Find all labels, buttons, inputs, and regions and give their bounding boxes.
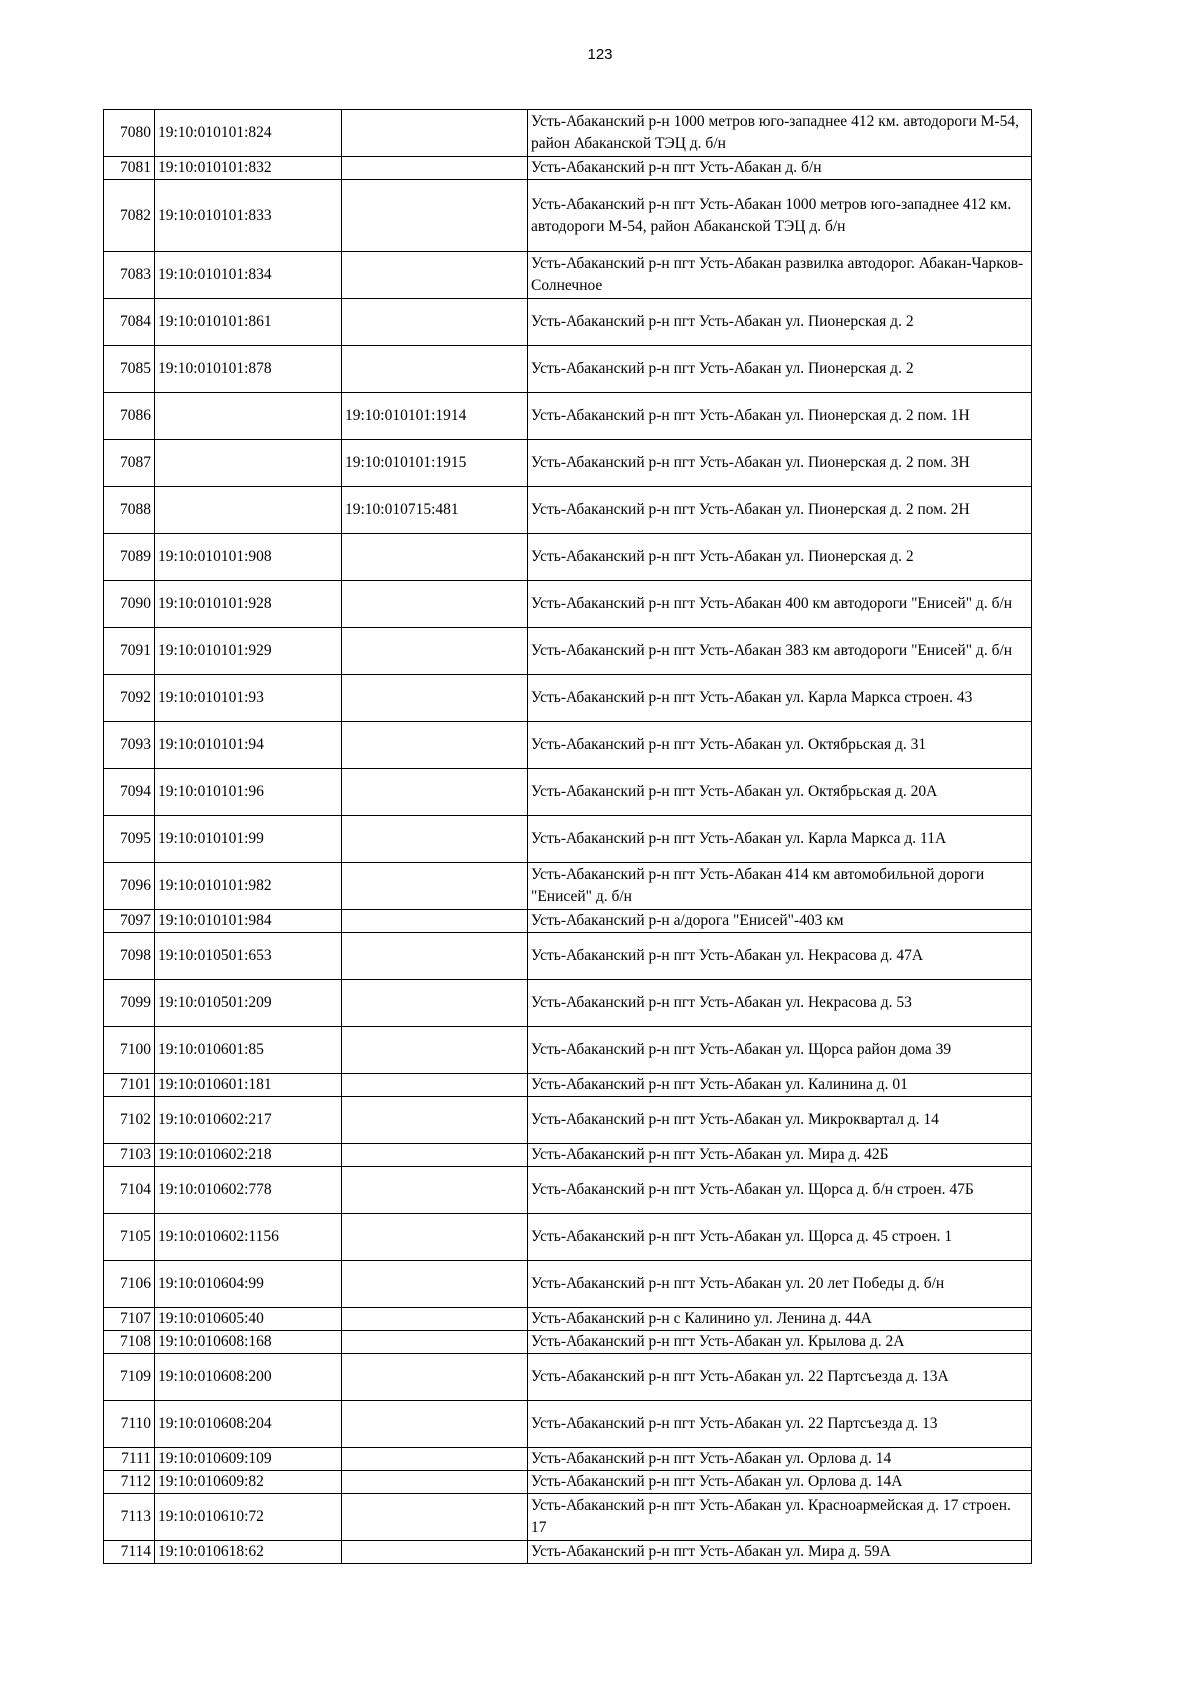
cadastral-number-cell: 19:10:010602:217 [155, 1097, 342, 1144]
cadastral-number-cell: 19:10:010602:1156 [155, 1214, 342, 1261]
row-number-cell: 7111 [104, 1448, 155, 1471]
address-cell: Усть-Абаканский р-н а/дорога "Енисей"-403 км [528, 910, 1032, 933]
address-cell: Усть-Абаканский р-н пгт Усть-Абакан ул. 22 Партсъезда д. 13А [528, 1354, 1032, 1401]
row-number-cell: 7114 [104, 1541, 155, 1564]
address-cell: Усть-Абаканский р-н пгт Усть-Абакан ул. Пионерская д. 2 пом. 1Н [528, 393, 1032, 440]
related-cadastral-number-cell [342, 1448, 528, 1471]
table-row [104, 1448, 1032, 1471]
related-cadastral-number-cell [342, 346, 528, 393]
registry-table [103, 109, 1032, 1564]
table-row [104, 110, 1032, 157]
related-cadastral-number-cell [342, 1331, 528, 1354]
cadastral-number-cell: 19:10:010101:94 [155, 722, 342, 769]
address-cell: Усть-Абаканский р-н пгт Усть-Абакан ул. Октябрьская д. 31 [528, 722, 1032, 769]
row-number-cell: 7107 [104, 1308, 155, 1331]
row-number-cell: 7104 [104, 1167, 155, 1214]
row-number-cell: 7113 [104, 1494, 155, 1541]
cadastral-number-cell: 19:10:010609:109 [155, 1448, 342, 1471]
table-row [104, 1261, 1032, 1308]
related-cadastral-number-cell [342, 769, 528, 816]
related-cadastral-number-cell [342, 299, 528, 346]
cadastral-number-cell: 19:10:010101:928 [155, 581, 342, 628]
cadastral-number-cell: 19:10:010101:833 [155, 180, 342, 252]
cadastral-number-cell: 19:10:010101:832 [155, 157, 342, 180]
table-row [104, 299, 1032, 346]
row-number-cell: 7098 [104, 933, 155, 980]
row-number-cell: 7088 [104, 487, 155, 534]
cadastral-number-cell: 19:10:010608:200 [155, 1354, 342, 1401]
address-cell: Усть-Абаканский р-н пгт Усть-Абакан ул. Мира д. 42Б [528, 1144, 1032, 1167]
row-number-cell: 7102 [104, 1097, 155, 1144]
cadastral-number-cell: 19:10:010608:204 [155, 1401, 342, 1448]
table-row [104, 933, 1032, 980]
row-number-cell: 7090 [104, 581, 155, 628]
address-cell: Усть-Абаканский р-н пгт Усть-Абакан ул. Орлова д. 14А [528, 1471, 1032, 1494]
related-cadastral-number-cell: 19:10:010101:1915 [342, 440, 528, 487]
cadastral-number-cell: 19:10:010605:40 [155, 1308, 342, 1331]
cadastral-number-cell: 19:10:010501:653 [155, 933, 342, 980]
row-number-cell: 7087 [104, 440, 155, 487]
table-row [104, 440, 1032, 487]
related-cadastral-number-cell [342, 980, 528, 1027]
related-cadastral-number-cell [342, 1144, 528, 1167]
address-cell: Усть-Абаканский р-н пгт Усть-Абакан ул. Карла Маркса строен. 43 [528, 675, 1032, 722]
cadastral-number-cell: 19:10:010101:929 [155, 628, 342, 675]
address-cell: Усть-Абаканский р-н пгт Усть-Абакан ул. Пионерская д. 2 [528, 299, 1032, 346]
table-row [104, 1167, 1032, 1214]
cadastral-number-cell [155, 393, 342, 440]
related-cadastral-number-cell [342, 1167, 528, 1214]
cadastral-number-cell: 19:10:010618:62 [155, 1541, 342, 1564]
cadastral-number-cell: 19:10:010501:209 [155, 980, 342, 1027]
table-row [104, 180, 1032, 252]
row-number-cell: 7095 [104, 816, 155, 863]
address-cell: Усть-Абаканский р-н пгт Усть-Абакан ул. Красноармейская д. 17 строен. 17 [528, 1494, 1032, 1541]
address-cell: Усть-Абаканский р-н 1000 метров юго-западнее 412 км. автодороги М-54, район Абаканской ТЭЦ д. б/н [528, 110, 1032, 157]
cadastral-number-cell [155, 487, 342, 534]
row-number-cell: 7100 [104, 1027, 155, 1074]
cadastral-number-cell: 19:10:010101:99 [155, 816, 342, 863]
table-row [104, 157, 1032, 180]
table-row [104, 1401, 1032, 1448]
cadastral-number-cell: 19:10:010602:218 [155, 1144, 342, 1167]
cadastral-number-cell: 19:10:010601:181 [155, 1074, 342, 1097]
related-cadastral-number-cell [342, 863, 528, 910]
table-row [104, 534, 1032, 581]
address-cell: Усть-Абаканский р-н пгт Усть-Абакан ул. Пионерская д. 2 [528, 346, 1032, 393]
related-cadastral-number-cell [342, 157, 528, 180]
cadastral-number-cell: 19:10:010608:168 [155, 1331, 342, 1354]
row-number-cell: 7092 [104, 675, 155, 722]
address-cell: Усть-Абаканский р-н пгт Усть-Абакан ул. Карла Маркса д. 11А [528, 816, 1032, 863]
table-row [104, 910, 1032, 933]
address-cell: Усть-Абаканский р-н пгт Усть-Абакан ул. Пионерская д. 2 пом. 2Н [528, 487, 1032, 534]
row-number-cell: 7110 [104, 1401, 155, 1448]
address-cell: Усть-Абаканский р-н пгт Усть-Абакан ул. Щорса район дома 39 [528, 1027, 1032, 1074]
cadastral-number-cell [155, 440, 342, 487]
row-number-cell: 7101 [104, 1074, 155, 1097]
row-number-cell: 7084 [104, 299, 155, 346]
address-cell: Усть-Абаканский р-н пгт Усть-Абакан ул. Мира д. 59А [528, 1541, 1032, 1564]
address-cell: Усть-Абаканский р-н пгт Усть-Абакан 1000 метров юго-западнее 412 км. автодороги М-54, район Абаканской ТЭЦ д. б/н [528, 180, 1032, 252]
cadastral-number-cell: 19:10:010101:96 [155, 769, 342, 816]
registry-table-body [104, 110, 1032, 1564]
table-row [104, 863, 1032, 910]
related-cadastral-number-cell [342, 1494, 528, 1541]
related-cadastral-number-cell [342, 1027, 528, 1074]
address-cell: Усть-Абаканский р-н пгт Усть-Абакан д. б/н [528, 157, 1032, 180]
related-cadastral-number-cell [342, 1097, 528, 1144]
cadastral-number-cell: 19:10:010609:82 [155, 1471, 342, 1494]
table-row [104, 1471, 1032, 1494]
table-row [104, 769, 1032, 816]
table-row [104, 628, 1032, 675]
address-cell: Усть-Абаканский р-н пгт Усть-Абакан ул. Щорса д. 45 строен. 1 [528, 1214, 1032, 1261]
address-cell: Усть-Абаканский р-н пгт Усть-Абакан ул. Некрасова д. 47А [528, 933, 1032, 980]
row-number-cell: 7096 [104, 863, 155, 910]
cadastral-number-cell: 19:10:010101:93 [155, 675, 342, 722]
page-number: 123 [587, 46, 613, 63]
cadastral-number-cell: 19:10:010101:908 [155, 534, 342, 581]
related-cadastral-number-cell [342, 933, 528, 980]
address-cell: Усть-Абаканский р-н пгт Усть-Абакан ул. Пионерская д. 2 пом. 3Н [528, 440, 1032, 487]
table-row [104, 675, 1032, 722]
table-row [104, 346, 1032, 393]
table-row [104, 816, 1032, 863]
row-number-cell: 7086 [104, 393, 155, 440]
row-number-cell: 7082 [104, 180, 155, 252]
related-cadastral-number-cell [342, 110, 528, 157]
address-cell: Усть-Абаканский р-н пгт Усть-Абакан развилка автодорог. Абакан-Чарков-Солнечное [528, 252, 1032, 299]
table-row [104, 980, 1032, 1027]
related-cadastral-number-cell [342, 816, 528, 863]
related-cadastral-number-cell [342, 581, 528, 628]
table-row [104, 1074, 1032, 1097]
row-number-cell: 7080 [104, 110, 155, 157]
address-cell: Усть-Абаканский р-н пгт Усть-Абакан 400 км автодороги "Енисей" д. б/н [528, 581, 1032, 628]
related-cadastral-number-cell: 19:10:010715:481 [342, 487, 528, 534]
row-number-cell: 7109 [104, 1354, 155, 1401]
table-row [104, 1494, 1032, 1541]
row-number-cell: 7105 [104, 1214, 155, 1261]
address-cell: Усть-Абаканский р-н пгт Усть-Абакан ул. Некрасова д. 53 [528, 980, 1032, 1027]
address-cell: Усть-Абаканский р-н пгт Усть-Абакан ул. Пионерская д. 2 [528, 534, 1032, 581]
table-row [104, 1541, 1032, 1564]
address-cell: Усть-Абаканский р-н пгт Усть-Абакан 414 км автомобильной дороги "Енисей" д. б/н [528, 863, 1032, 910]
cadastral-number-cell: 19:10:010604:99 [155, 1261, 342, 1308]
table-row [104, 393, 1032, 440]
row-number-cell: 7097 [104, 910, 155, 933]
related-cadastral-number-cell [342, 910, 528, 933]
related-cadastral-number-cell [342, 722, 528, 769]
row-number-cell: 7085 [104, 346, 155, 393]
table-row [104, 1308, 1032, 1331]
related-cadastral-number-cell [342, 180, 528, 252]
related-cadastral-number-cell [342, 1401, 528, 1448]
address-cell: Усть-Абаканский р-н пгт Усть-Абакан ул. Октябрьская д. 20А [528, 769, 1032, 816]
table-row [104, 1214, 1032, 1261]
cadastral-number-cell: 19:10:010101:824 [155, 110, 342, 157]
row-number-cell: 7112 [104, 1471, 155, 1494]
cadastral-number-cell: 19:10:010101:982 [155, 863, 342, 910]
row-number-cell: 7089 [104, 534, 155, 581]
row-number-cell: 7083 [104, 252, 155, 299]
address-cell: Усть-Абаканский р-н пгт Усть-Абакан 383 км автодороги "Енисей" д. б/н [528, 628, 1032, 675]
related-cadastral-number-cell [342, 628, 528, 675]
related-cadastral-number-cell [342, 534, 528, 581]
table-row [104, 581, 1032, 628]
cadastral-number-cell: 19:10:010602:778 [155, 1167, 342, 1214]
row-number-cell: 7094 [104, 769, 155, 816]
table-row [104, 1331, 1032, 1354]
table-row [104, 487, 1032, 534]
cadastral-number-cell: 19:10:010101:984 [155, 910, 342, 933]
address-cell: Усть-Абаканский р-н с Калинино ул. Ленина д. 44А [528, 1308, 1032, 1331]
table-row [104, 722, 1032, 769]
address-cell: Усть-Абаканский р-н пгт Усть-Абакан ул. Микроквартал д. 14 [528, 1097, 1032, 1144]
related-cadastral-number-cell [342, 252, 528, 299]
table-row [104, 1097, 1032, 1144]
cadastral-number-cell: 19:10:010101:861 [155, 299, 342, 346]
address-cell: Усть-Абаканский р-н пгт Усть-Абакан ул. 20 лет Победы д. б/н [528, 1261, 1032, 1308]
related-cadastral-number-cell [342, 1541, 528, 1564]
row-number-cell: 7108 [104, 1331, 155, 1354]
related-cadastral-number-cell: 19:10:010101:1914 [342, 393, 528, 440]
row-number-cell: 7099 [104, 980, 155, 1027]
address-cell: Усть-Абаканский р-н пгт Усть-Абакан ул. 22 Партсъезда д. 13 [528, 1401, 1032, 1448]
related-cadastral-number-cell [342, 1471, 528, 1494]
related-cadastral-number-cell [342, 1354, 528, 1401]
cadastral-number-cell: 19:10:010601:85 [155, 1027, 342, 1074]
cadastral-number-cell: 19:10:010101:834 [155, 252, 342, 299]
address-cell: Усть-Абаканский р-н пгт Усть-Абакан ул. Крылова д. 2А [528, 1331, 1032, 1354]
related-cadastral-number-cell [342, 1308, 528, 1331]
row-number-cell: 7103 [104, 1144, 155, 1167]
table-row [104, 1027, 1032, 1074]
address-cell: Усть-Абаканский р-н пгт Усть-Абакан ул. Орлова д. 14 [528, 1448, 1032, 1471]
related-cadastral-number-cell [342, 1214, 528, 1261]
row-number-cell: 7093 [104, 722, 155, 769]
table-row [104, 252, 1032, 299]
address-cell: Усть-Абаканский р-н пгт Усть-Абакан ул. Щорса д. б/н строен. 47Б [528, 1167, 1032, 1214]
table-row [104, 1354, 1032, 1401]
related-cadastral-number-cell [342, 1261, 528, 1308]
cadastral-number-cell: 19:10:010101:878 [155, 346, 342, 393]
row-number-cell: 7106 [104, 1261, 155, 1308]
related-cadastral-number-cell [342, 1074, 528, 1097]
row-number-cell: 7091 [104, 628, 155, 675]
table-row [104, 1144, 1032, 1167]
address-cell: Усть-Абаканский р-н пгт Усть-Абакан ул. Калинина д. 01 [528, 1074, 1032, 1097]
row-number-cell: 7081 [104, 157, 155, 180]
cadastral-number-cell: 19:10:010610:72 [155, 1494, 342, 1541]
related-cadastral-number-cell [342, 675, 528, 722]
